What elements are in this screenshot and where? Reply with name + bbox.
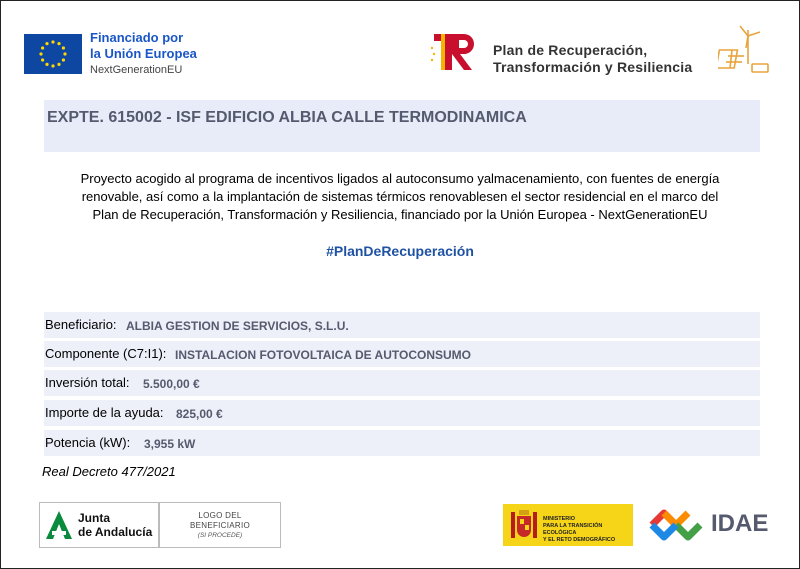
- prtr-logo-icon: [428, 30, 484, 74]
- description-line2: renovable, así como a la implantación de sistemas térmicos renovablesen el sector residencial en el marco del: [81, 189, 719, 204]
- ministerio-logo: [503, 504, 633, 546]
- plan-line2: Transformación y Resiliencia: [493, 59, 693, 75]
- field-value: 825,00 €: [176, 407, 223, 421]
- description-line1: Proyecto acogido al programa de incentivos ligados al autoconsumo yalmacenamiento, con fuentes de energía: [80, 171, 720, 186]
- junta-line2: de Andalucía: [78, 525, 153, 539]
- field-label: Inversión total:: [45, 375, 130, 390]
- plan-recuperacion-text: [493, 42, 692, 76]
- title-band: [44, 100, 760, 152]
- beneficiary-logo-line3: (SI PROCEDE): [197, 532, 243, 539]
- junta-andalucia-icon: [44, 509, 74, 541]
- real-decreto: Real Decreto 477/2021: [42, 464, 176, 479]
- field-row-beneficiario: [44, 312, 760, 338]
- hashtag: #PlanDeRecuperación: [326, 243, 474, 259]
- eu-text-line3: NextGenerationEU: [90, 64, 183, 76]
- beneficiary-logo-line1: LOGO DEL: [198, 511, 242, 520]
- field-row-componente: [44, 341, 760, 367]
- project-description: [40, 170, 760, 224]
- field-value: 5.500,00 €: [143, 377, 200, 391]
- field-label: Componente (C7:I1):: [45, 346, 167, 361]
- eu-flag-icon: [24, 34, 82, 74]
- field-label: Potencia (kW):: [45, 435, 131, 450]
- junta-line1: Junta: [78, 511, 111, 525]
- junta-andalucia-logo: [39, 502, 159, 548]
- field-label: Beneficiario:: [45, 317, 117, 332]
- beneficiary-logo-line2: BENEFICIARIO: [189, 521, 251, 530]
- field-row-inversion: [44, 370, 760, 396]
- field-row-importe-ayuda: [44, 400, 760, 426]
- renewable-energy-icon: [718, 24, 774, 76]
- ministerio-line3: Y EL RETO DEMOGRÁFICO: [543, 537, 616, 543]
- idae-icon: [644, 502, 706, 548]
- ministerio-line1: MINISTERIO: [543, 516, 576, 522]
- ministerio-line2: PARA LA TRANSICIÓN ECOLÓGICA: [543, 523, 603, 536]
- eu-text-line1: Financiado por: [90, 30, 184, 45]
- beneficiary-logo-placeholder: [159, 502, 281, 548]
- idae-logo: [644, 502, 776, 548]
- field-row-potencia: [44, 430, 760, 456]
- field-value: 3,955 kW: [144, 437, 196, 451]
- field-value: INSTALACION FOTOVOLTAICA DE AUTOCONSUMO: [175, 348, 471, 362]
- eu-funding-logo: [24, 30, 197, 78]
- plan-line1: Plan de Recuperación,: [493, 42, 648, 58]
- spain-coat-of-arms-icon: [509, 508, 539, 542]
- description-line3: Plan de Recuperación, Transformación y Resiliencia, financiado por la Unión Europea - NextGenerationEU: [92, 207, 708, 222]
- eu-text-line2: la Unión Europea: [90, 46, 197, 61]
- field-label: Importe de la ayuda:: [45, 405, 164, 420]
- field-value: ALBIA GESTION DE SERVICIOS, S.L.U.: [126, 319, 349, 333]
- expediente-title: EXPTE. 615002 - ISF EDIFICIO ALBIA CALLE TERMODINAMICA: [47, 109, 527, 126]
- idae-text: IDAE: [711, 510, 769, 537]
